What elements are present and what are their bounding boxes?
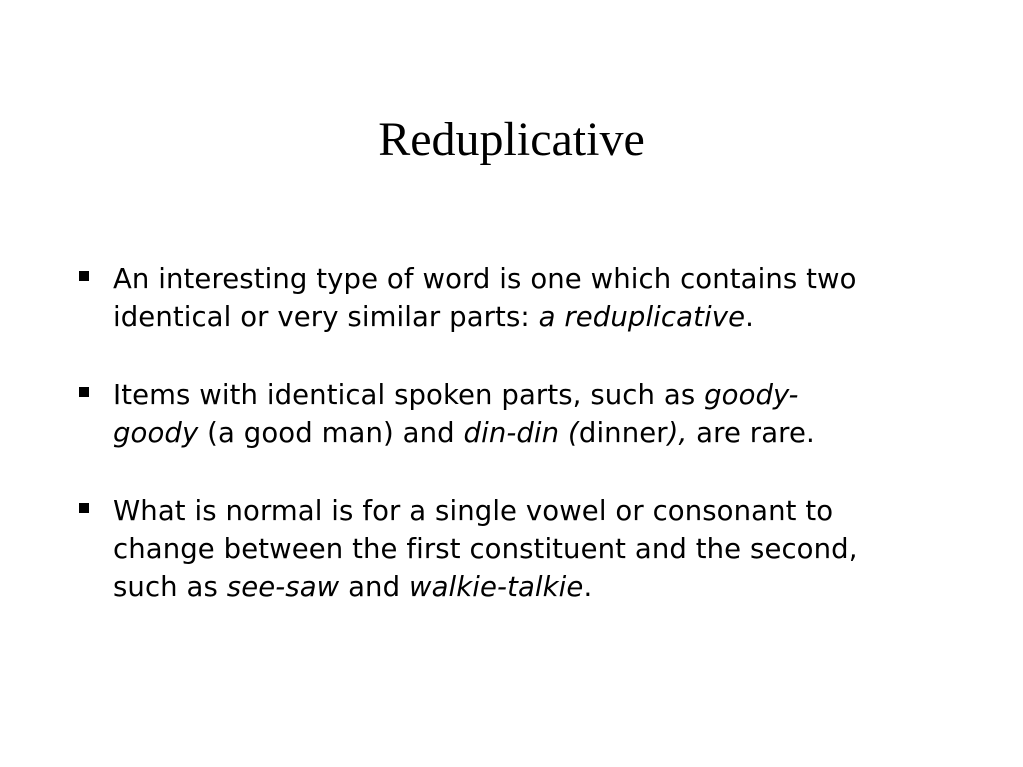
bullet-item: [75, 260, 975, 336]
text-segment: .: [745, 301, 754, 333]
italic-text: din-din (: [463, 417, 579, 449]
bullet-line: [113, 260, 975, 298]
text-segment: An interesting type of word is one which contains two: [113, 263, 857, 295]
italic-text: goody-: [704, 379, 799, 411]
bullet-line: [113, 530, 975, 568]
text-segment: change between the first constituent and the second,: [113, 533, 858, 565]
italic-text: a reduplicative: [538, 301, 746, 333]
text-segment: are rare.: [687, 417, 815, 449]
text-segment: identical or very similar parts:: [113, 301, 539, 333]
bullet-line: [113, 376, 975, 414]
square-bullet-icon: [79, 387, 89, 397]
bullet-item: [75, 492, 975, 606]
bullet-line: [113, 414, 975, 452]
text-segment: Items with identical spoken parts, such as: [113, 379, 705, 411]
bullet-line: [113, 492, 975, 530]
bullet-line: [113, 568, 975, 606]
text-segment: dinner: [578, 417, 668, 449]
text-segment: .: [583, 571, 593, 603]
bullet-list: [75, 260, 975, 646]
italic-text: ),: [667, 417, 688, 449]
bullet-line: [113, 298, 975, 336]
square-bullet-icon: [79, 503, 89, 513]
italic-text: walkie-talkie: [408, 571, 584, 603]
text-segment: What is normal is for a single vowel or consonant to: [113, 495, 834, 527]
text-segment: such as: [113, 571, 227, 603]
bullet-item: [75, 376, 975, 452]
text-segment: and: [339, 571, 409, 603]
square-bullet-icon: [79, 271, 89, 281]
italic-text: see-saw: [226, 571, 340, 603]
slide-title: Reduplicative: [378, 113, 645, 166]
text-segment: (a good man) and: [198, 417, 464, 449]
italic-text: goody: [113, 417, 199, 449]
